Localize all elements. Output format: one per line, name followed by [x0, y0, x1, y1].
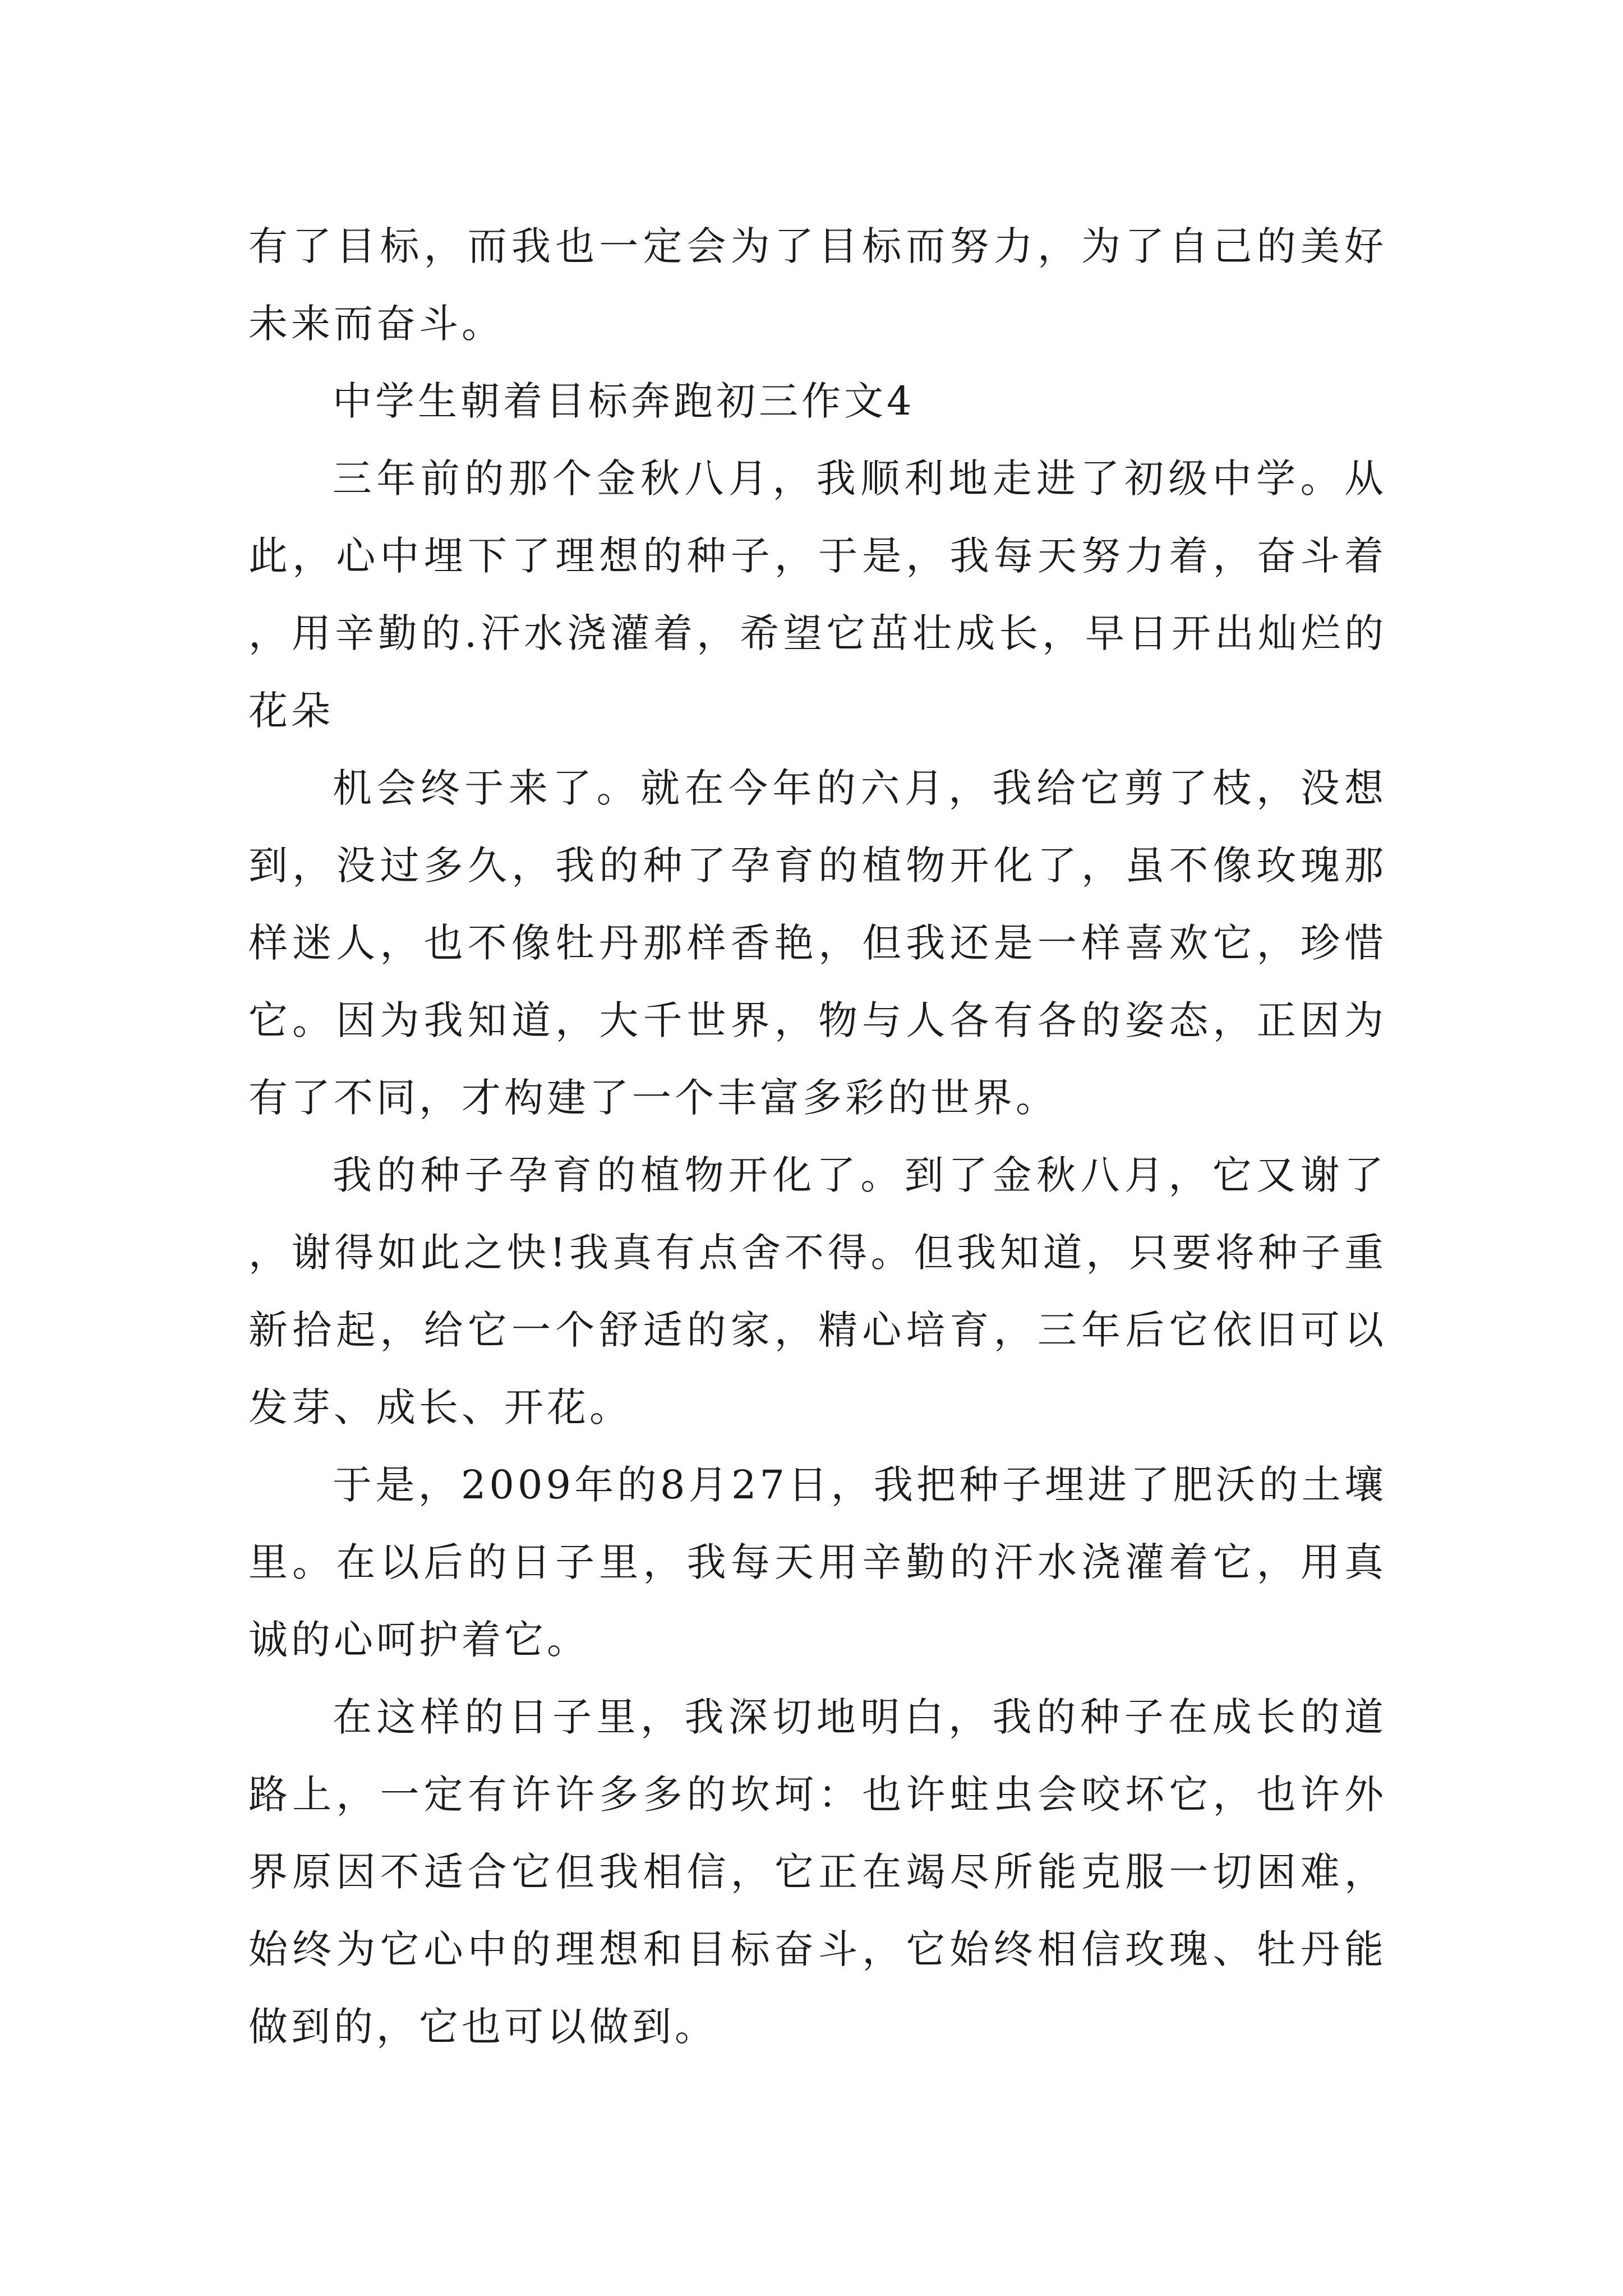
paragraph: 有了目标，而我也一定会为了目标而努力，为了自己的美好未来而奋斗。	[248, 223, 1387, 347]
paragraph: 在这样的日子里，我深切地明白，我的种子在成长的道路上，一定有许许多多的坎坷：也许蛀虫会咬坏它，也许外界原因不适合它但我相信，它正在竭尽所能克服一切困难，始终为它心中的理想和目标奋斗，它始终相信玫瑰、牡丹能做到的，它也可以做到。	[248, 1694, 1387, 2050]
document-body	[248, 208, 1387, 2065]
paragraph: 三年前的那个金秋八月，我顺利地走进了初级中学。从此，心中埋下了理想的种子，于是，我每天努力着，奋斗着，用辛勤的.汗水浇灌着，希望它茁壮成长，早日开出灿烂的花朵	[248, 455, 1387, 734]
paragraph: 机会终于来了。就在今年的六月，我给它剪了枝，没想到，没过多久，我的种了孕育的植物开化了，虽不像玫瑰那样迷人，也不像牡丹那样香艳，但我还是一样喜欢它，珍惜它。因为我知道，大千世界，物与人各有各的姿态，正因为有了不同，才构建了一个丰富多彩的世界。	[248, 765, 1387, 1121]
paragraph: 于是，2009年的8月27日，我把种子埋进了肥沃的土壤里。在以后的日子里，我每天用辛勤的汗水浇灌着它，用真诚的心呵护着它。	[248, 1462, 1387, 1663]
essay-title: 中学生朝着目标奔跑初三作文4	[333, 378, 915, 424]
paragraph: 我的种子孕育的植物开化了。到了金秋八月，它又谢了，谢得如此之快!我真有点舍不得。但我知道，只要将种子重新拾起，给它一个舒适的家，精心培育，三年后它依旧可以发芽、成长、开花。	[248, 1152, 1387, 1430]
